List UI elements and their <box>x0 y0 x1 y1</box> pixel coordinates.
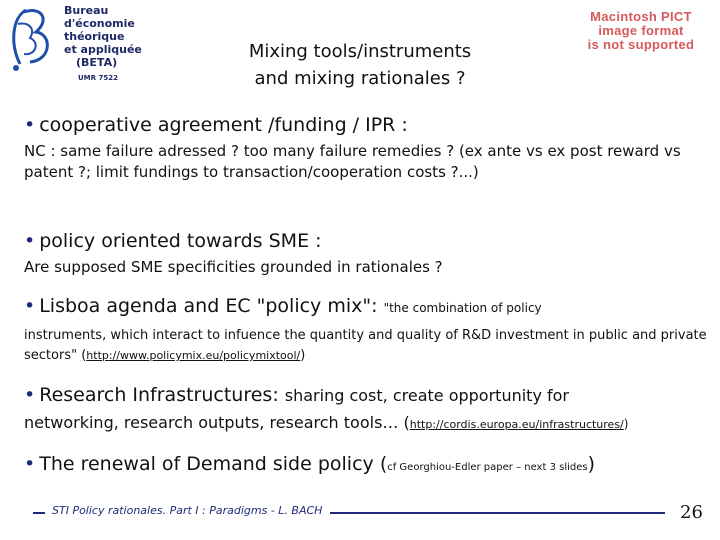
bullet-heading: Lisboa agenda and EC "policy mix": <box>39 295 384 317</box>
cordis-link[interactable]: http://cordis.europa.eu/infrastructures/ <box>409 418 624 431</box>
unsupported-image-notice <box>566 10 716 52</box>
logo-umr: UMR 7522 <box>78 74 118 82</box>
slide-title <box>190 38 530 92</box>
pict-line-1: Macintosh PICT <box>590 9 692 24</box>
logo-text-line: d'économie <box>64 17 135 30</box>
bullet-heading-quote: "the combination of policy <box>383 301 542 315</box>
bullet-heading-end: ) <box>587 453 596 475</box>
bullet-dot-icon: • <box>24 295 36 317</box>
footer-rule-right <box>330 512 665 514</box>
bullet-heading: Research Infrastructures: <box>39 384 285 406</box>
bullet-heading: policy oriented towards SME : <box>39 230 322 252</box>
beta-logo <box>6 4 156 84</box>
bullet-demand-side-policy <box>24 453 595 479</box>
beta-logo-icon <box>6 4 58 76</box>
footer-text: STI Policy rationales. Part I : Paradigms - L. BACH <box>52 504 323 517</box>
bullet-heading: cooperative agreement /funding / IPR : <box>39 114 408 136</box>
bullet-note: cf Georghiou-Edler paper – next 3 slides <box>387 462 588 473</box>
logo-text-line: théorique <box>64 30 125 43</box>
bullet-body <box>24 326 714 366</box>
title-line-1: Mixing tools/instruments <box>248 41 472 62</box>
logo-text-line: (BETA) <box>76 56 118 69</box>
logo-text-line: et appliquée <box>64 43 142 56</box>
bullet-heading: The renewal of Demand side policy ( <box>39 453 388 475</box>
bullet-dot-icon: • <box>24 453 36 475</box>
pict-line-3: is not supported <box>587 37 695 52</box>
bullet-research-infrastructures <box>24 384 569 407</box>
bullet-heading-rest: sharing cost, create opportunity for <box>284 386 569 405</box>
bullet-body-end: ) <box>623 417 629 431</box>
bullet-body-text: instruments, which interact to infuence the quantity and quality of R&D investment in public and private sectors" ( <box>24 328 707 363</box>
bullet-dot-icon: • <box>24 230 36 252</box>
title-line-2: and mixing rationales ? <box>254 68 466 89</box>
pict-line-2: image format <box>598 23 684 38</box>
bullet-dot-icon: • <box>24 114 36 136</box>
bullet-lisboa-agenda <box>24 295 542 319</box>
bullet-body: NC : same failure adressed ? too many failure remedies ? (ex ante vs ex post reward vs patent ?; limit fundings to transaction/cooperation costs ?...) <box>24 142 681 181</box>
bullet-body <box>24 412 714 435</box>
logo-text-line: Bureau <box>64 4 109 17</box>
bullet-body-text: networking, research outputs, research tools… ( <box>24 413 410 432</box>
footer-rule-left <box>33 512 45 514</box>
policymix-link[interactable]: http://www.policymix.eu/policymixtool/ <box>86 349 301 362</box>
bullet-cooperative-agreement <box>24 114 408 136</box>
bullet-body: Are supposed SME specificities grounded in rationales ? <box>24 258 443 276</box>
bullet-dot-icon: • <box>24 384 36 406</box>
page-number: 26 <box>680 502 703 523</box>
bullet-sme-policy <box>24 230 322 252</box>
bullet-body-end: ) <box>300 348 306 363</box>
